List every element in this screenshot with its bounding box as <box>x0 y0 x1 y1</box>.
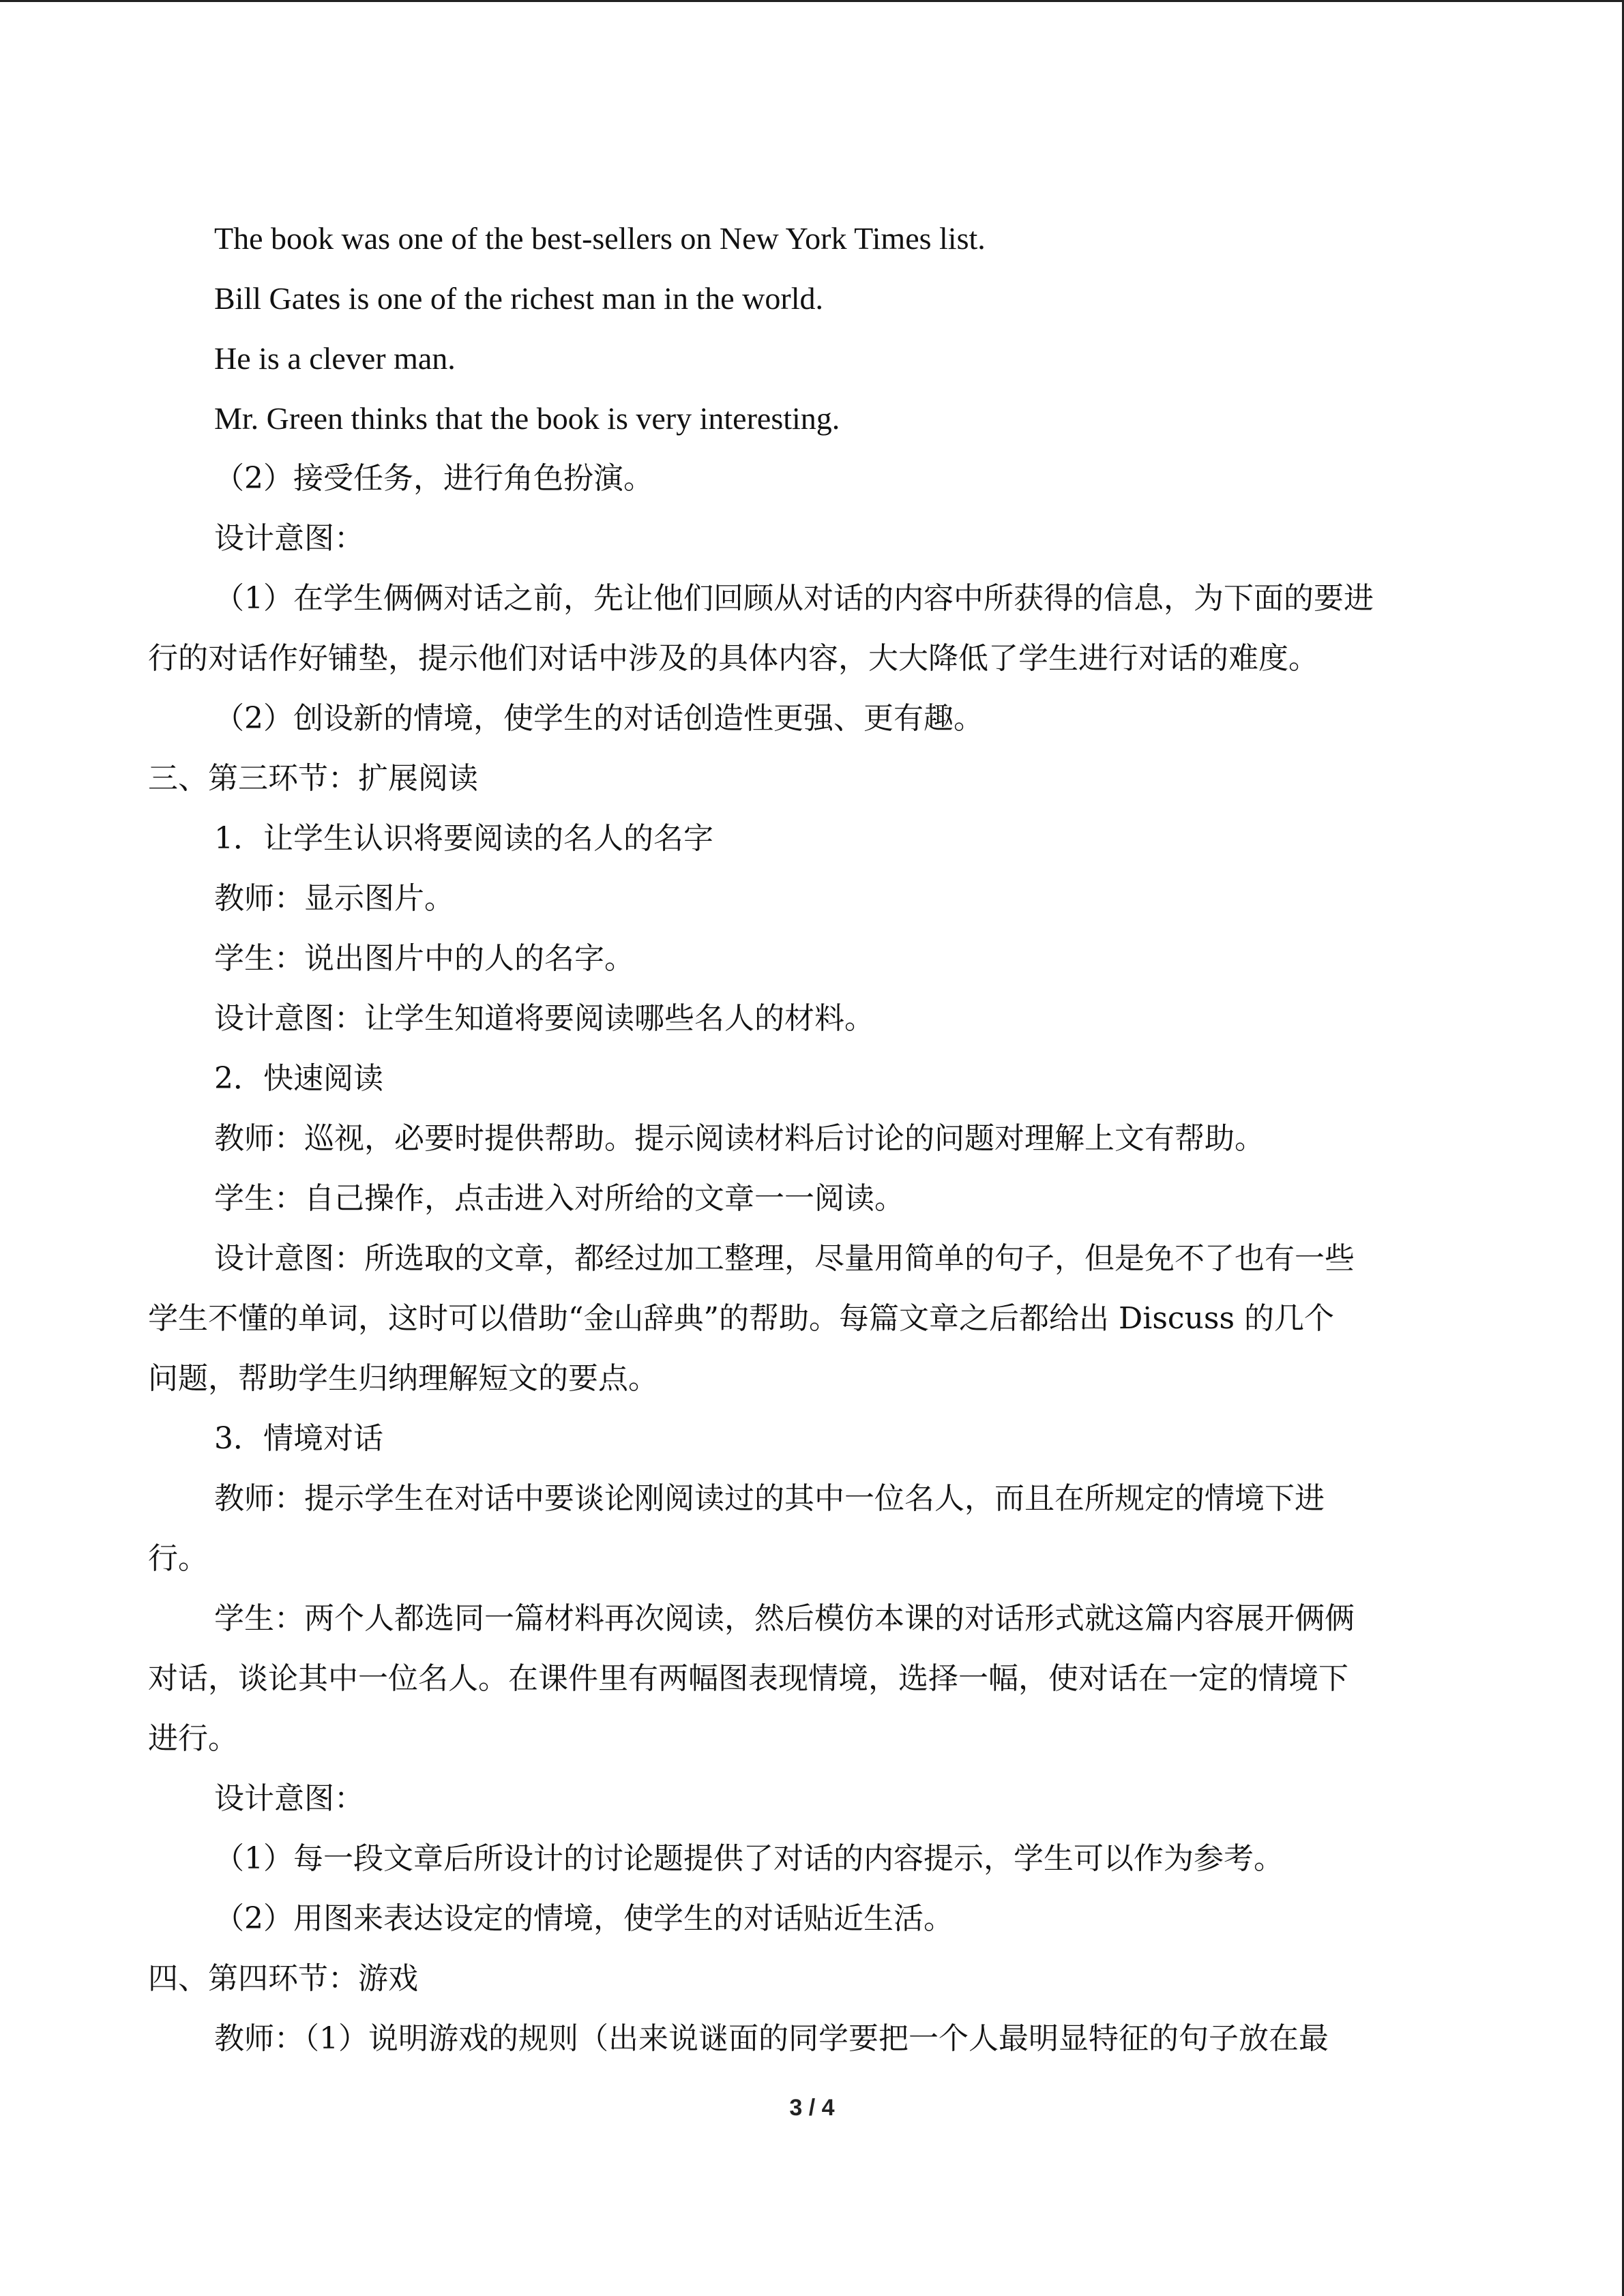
text-line: 对话，谈论其中一位名人。在课件里有两幅图表现情境，选择一幅，使对话在一定的情境下 <box>148 1661 1348 1696</box>
section-heading: 三、第三环节：扩展阅读 <box>148 761 478 796</box>
text-line: （1）在学生俩俩对话之前，先让他们回顾从对话的内容中所获得的信息，为下面的要进 <box>214 581 1374 616</box>
text-line: （2）创设新的情境，使学生的对话创造性更强、更有趣。 <box>214 701 984 736</box>
subsection-heading: 1．让学生认识将要阅读的名人的名字 <box>214 821 713 856</box>
subsection-heading: 2．快速阅读 <box>214 1061 383 1096</box>
text-line: 设计意图：让学生知道将要阅读哪些名人的材料。 <box>214 1001 874 1036</box>
text-line: 学生：两个人都选同一篇材料再次阅读，然后模仿本课的对话形式就这篇内容展开俩俩 <box>214 1601 1355 1636</box>
text-line: 行。 <box>148 1541 208 1576</box>
text-line: 设计意图：所选取的文章，都经过加工整理，尽量用简单的句子，但是免不了也有一些 <box>214 1241 1355 1276</box>
document-body <box>148 209 1475 2069</box>
text-line: Mr. Green thinks that the book is very interesting. <box>214 401 840 436</box>
text-line: 学生：自己操作，点击进入对所给的文章一一阅读。 <box>214 1181 904 1216</box>
text-line: 行的对话作好铺垫，提示他们对话中涉及的具体内容，大大降低了学生进行对话的难度。 <box>148 641 1318 676</box>
text-line: 进行。 <box>148 1721 238 1756</box>
text-line: 学生不懂的单词，这时可以借助“金山辞典”的帮助。每篇文章之后都给出 Discuss 的几个 <box>148 1301 1335 1336</box>
text-line: （2）用图来表达设定的情境，使学生的对话贴近生活。 <box>214 1901 954 1936</box>
text-line: 设计意图： <box>214 1781 364 1816</box>
text-line: （1）每一段文章后所设计的讨论题提供了对话的内容提示，学生可以作为参考。 <box>214 1841 1284 1876</box>
text-line: He is a clever man. <box>214 341 456 376</box>
text-line: Bill Gates is one of the richest man in the world. <box>214 281 823 316</box>
text-line: 设计意图： <box>214 521 364 556</box>
page-number: 3 / 4 <box>789 2095 835 2121</box>
text-line: 教师：（1）说明游戏的规则（出来说谜面的同学要把一个人最明显特征的句子放在最 <box>214 2021 1329 2056</box>
top-border <box>0 0 1624 2</box>
text-line: 教师：显示图片。 <box>214 881 454 916</box>
section-heading: 四、第四环节：游戏 <box>148 1961 418 1996</box>
text-line: （2）接受任务，进行角色扮演。 <box>214 461 653 496</box>
text-line: 教师：巡视，必要时提供帮助。提示阅读材料后讨论的问题对理解上文有帮助。 <box>214 1121 1265 1156</box>
text-line: 学生：说出图片中的人的名字。 <box>214 941 634 976</box>
text-line: 问题，帮助学生归纳理解短文的要点。 <box>148 1361 658 1396</box>
text-line: The book was one of the best-sellers on New York Times list. <box>214 221 986 256</box>
text-line: 教师：提示学生在对话中要谈论刚阅读过的其中一位名人，而且在所规定的情境下进 <box>214 1481 1325 1516</box>
subsection-heading: 3．情境对话 <box>214 1421 383 1456</box>
